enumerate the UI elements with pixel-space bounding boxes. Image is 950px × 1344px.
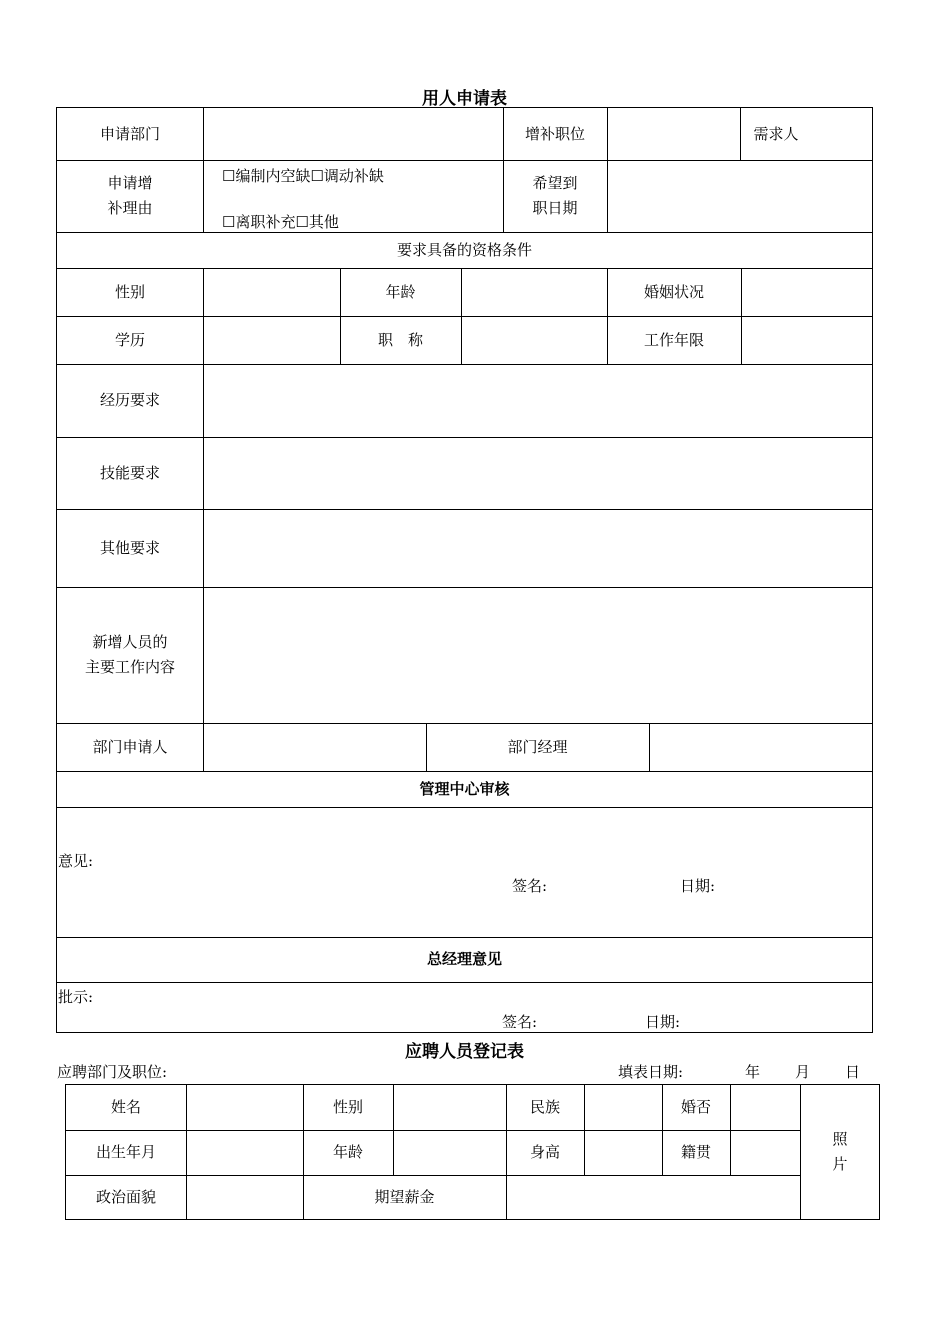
- approval-label: 批示:: [58, 988, 94, 1006]
- entry-date-line2: 职日期: [532, 199, 578, 217]
- entry-date-field[interactable]: [608, 160, 872, 232]
- age2-label: 年龄: [332, 1143, 363, 1161]
- other-req-field[interactable]: [204, 509, 872, 587]
- native-field[interactable]: [731, 1130, 800, 1175]
- height-field[interactable]: [585, 1130, 662, 1175]
- experience-label: 经历要求: [99, 391, 160, 409]
- fill-date-label: 填表日期:: [618, 1063, 684, 1081]
- photo-line1: 照: [832, 1130, 848, 1148]
- duties-line1: 新增人员的: [92, 633, 168, 651]
- age2-field[interactable]: [394, 1130, 506, 1175]
- apply-dept-label: 申请部门: [99, 124, 160, 143]
- qualification-header: 要求具备的资格条件: [396, 240, 532, 259]
- requester-label: 需求人: [753, 124, 799, 143]
- work-years-label: 工作年限: [643, 330, 704, 349]
- title-rank-label: 职 称: [377, 330, 423, 349]
- fill-day-label: 日: [845, 1063, 861, 1081]
- age-label: 年龄: [385, 282, 416, 301]
- gm-opinion-header: 总经理意见: [426, 950, 502, 968]
- reason-label-line2: 补理由: [107, 199, 153, 217]
- other-req-label: 其他要求: [99, 538, 160, 557]
- dept-manager-label: 部门经理: [507, 737, 568, 756]
- date2-label: 日期:: [645, 1013, 681, 1031]
- political-field[interactable]: [187, 1175, 303, 1219]
- salary-field[interactable]: [507, 1175, 800, 1219]
- entry-date-label: [503, 160, 607, 232]
- ethnicity-field[interactable]: [585, 1085, 662, 1130]
- applicant-registration-form: [65, 1084, 880, 1220]
- birth-field[interactable]: [187, 1130, 303, 1175]
- native-label: 籍贯: [680, 1143, 711, 1161]
- reason-label-line1: 申请增: [107, 174, 153, 192]
- center-review-header: 管理中心审核: [419, 779, 510, 798]
- dept-applicant-label: 部门申请人: [92, 737, 168, 756]
- fill-month-label: 月: [795, 1063, 811, 1081]
- duties-label: [57, 587, 203, 723]
- add-position-label: 增补职位: [524, 124, 585, 143]
- add-position-field[interactable]: [608, 108, 740, 160]
- employment-request-form: [56, 107, 873, 1033]
- political-label: 政治面貌: [95, 1187, 156, 1206]
- ethnicity-label: 民族: [529, 1098, 560, 1116]
- entry-date-line1: 希望到: [532, 174, 578, 192]
- age-field[interactable]: [462, 268, 607, 316]
- married-field[interactable]: [731, 1085, 800, 1130]
- marital-field[interactable]: [742, 268, 872, 316]
- gender2-field[interactable]: [394, 1085, 506, 1130]
- dept-position-label: 应聘部门及职位:: [57, 1063, 168, 1081]
- option-resign[interactable]: ☐离职补充: [222, 213, 296, 231]
- sign-label: 签名:: [512, 877, 548, 895]
- birth-label: 出生年月: [95, 1143, 156, 1161]
- education-field[interactable]: [204, 316, 340, 364]
- height-label: 身高: [529, 1143, 560, 1161]
- option-other[interactable]: ☐其他: [295, 213, 339, 231]
- dept-applicant-field[interactable]: [204, 723, 426, 771]
- dept-manager-field[interactable]: [650, 723, 872, 771]
- fill-year-label: 年: [745, 1063, 761, 1081]
- date-label: 日期:: [680, 877, 716, 895]
- apply-dept-field[interactable]: [204, 108, 503, 160]
- sign2-label: 签名:: [502, 1013, 538, 1031]
- gender-label: 性别: [114, 282, 145, 301]
- opinion-label: 意见:: [58, 852, 94, 870]
- skill-field[interactable]: [204, 437, 872, 509]
- duties-field[interactable]: [204, 587, 872, 723]
- reason-label: [57, 160, 203, 232]
- experience-field[interactable]: [204, 364, 872, 437]
- reason-options: [222, 164, 502, 234]
- work-years-field[interactable]: [742, 316, 872, 364]
- form2-title: 应聘人员登记表: [405, 1041, 524, 1062]
- name-field[interactable]: [187, 1085, 303, 1130]
- photo-line2: 片: [832, 1155, 848, 1173]
- education-label: 学历: [114, 330, 145, 349]
- gender2-label: 性别: [332, 1098, 363, 1116]
- marital-label: 婚姻状况: [643, 282, 704, 301]
- gender-field[interactable]: [204, 268, 340, 316]
- salary-label: 期望薪金: [374, 1187, 435, 1206]
- married-label: 婚否: [680, 1098, 711, 1116]
- photo-box[interactable]: [801, 1085, 879, 1219]
- option-transfer[interactable]: ☐调动补缺: [310, 167, 384, 185]
- form1-title: 用人申请表: [422, 88, 507, 109]
- duties-line2: 主要工作内容: [84, 658, 175, 676]
- option-vacancy[interactable]: ☐编制内空缺: [222, 167, 311, 185]
- name-label: 姓名: [110, 1098, 141, 1116]
- skill-label: 技能要求: [99, 463, 160, 482]
- title-rank-field[interactable]: [462, 316, 607, 364]
